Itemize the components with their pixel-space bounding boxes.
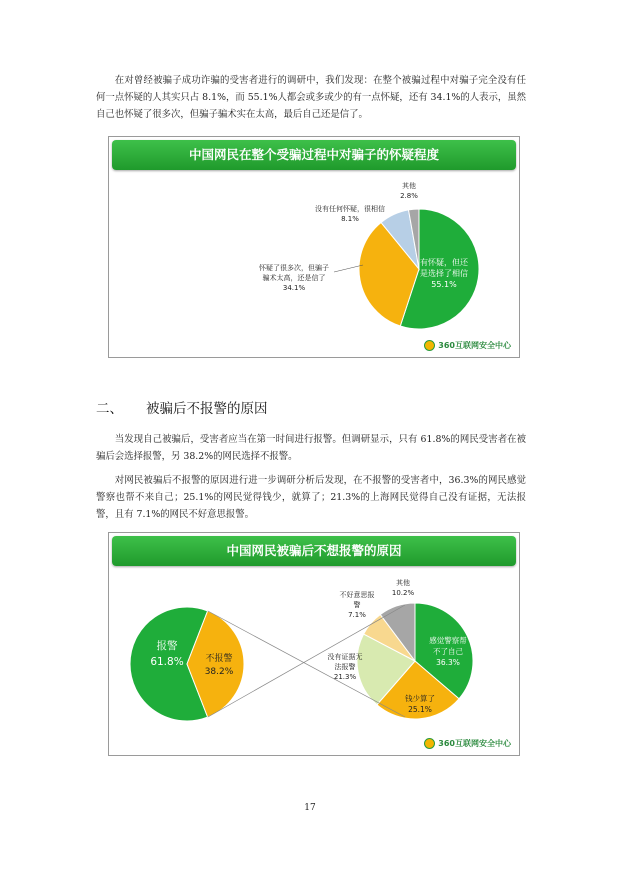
logo-text: 360互联网安全中心 <box>438 738 511 748</box>
intro-paragraph: 在对曾经被骗子成功诈骗的受害者进行的调研中，我们发现：在整个被骗过程中对骗子完全没有任何一点怀疑的人其实只占 8.1%，而 55.1%人都会或多或少的有一点怀疑，还有 34.1%的人表示，虽然自己也怀疑了很多次，但骗子骗术实在太高，最后自己还是信了。 <box>96 75 526 120</box>
brand-logo <box>424 338 511 352</box>
section-title: 被骗后不报警的原因 <box>146 401 268 417</box>
section-number: 二、 <box>96 401 123 417</box>
page-number: 17 <box>304 803 316 813</box>
slice-label-police-useless: 感觉警察帮不了自己 36.3% <box>429 636 467 667</box>
report-paragraph: 当发现自己被骗后，受害者应当在第一时间进行报警。但调研显示，只有 61.8%的网民受害者在被骗后会选择报警，另 38.2%的网民选择不报警。 <box>96 434 526 462</box>
no-report-pie-charts <box>109 533 519 755</box>
slice-label-no-doubt: 没有任何怀疑，很相信 8.1% <box>315 205 385 223</box>
reasons-paragraph: 对网民被骗后不报警的原因进行进一步调研分析后发现，在不报警的受害者中，36.3%的网民感觉警察也帮不来自己；25.1%的网民觉得钱少，就算了；21.3%的上海网民觉得自己没有证据，无法报警，且有 7.1%的网民不好意思报警。 <box>96 475 526 520</box>
logo-text: 360互联网安全中心 <box>438 340 511 350</box>
logo-icon <box>424 738 435 749</box>
brand-logo <box>424 736 511 750</box>
slice-label-no-evidence: 没有证据无法报警 21.3% <box>327 653 363 681</box>
logo-icon <box>424 340 435 351</box>
slice-label-report: 报警 61.8% <box>150 640 184 668</box>
doubt-pie-chart <box>109 137 519 357</box>
doubt-pie-figure <box>108 136 520 358</box>
slice-label-small-money: 钱少算了 25.1% <box>405 694 435 714</box>
figure-title: 中国网民在整个受骗过程中对骗子的怀疑程度 <box>112 140 516 170</box>
slice-label-other: 其他 2.8% <box>400 182 418 200</box>
slice-label-suspected: 有怀疑，但还是选择了相信 55.1% <box>420 258 468 289</box>
slice-label-doubted-many: 怀疑了很多次，但骗子骗术太高，还是信了 34.1% <box>259 264 329 292</box>
no-report-figure <box>108 532 520 756</box>
section-heading <box>96 397 268 417</box>
slice-label-embarrassed: 不好意思报警 7.1% <box>339 591 375 619</box>
slice-label-other: 其他 10.2% <box>391 579 415 597</box>
slice-label-not-report: 不报警 38.2% <box>204 654 234 677</box>
figure-title: 中国网民被骗后不想报警的原因 <box>112 536 516 566</box>
